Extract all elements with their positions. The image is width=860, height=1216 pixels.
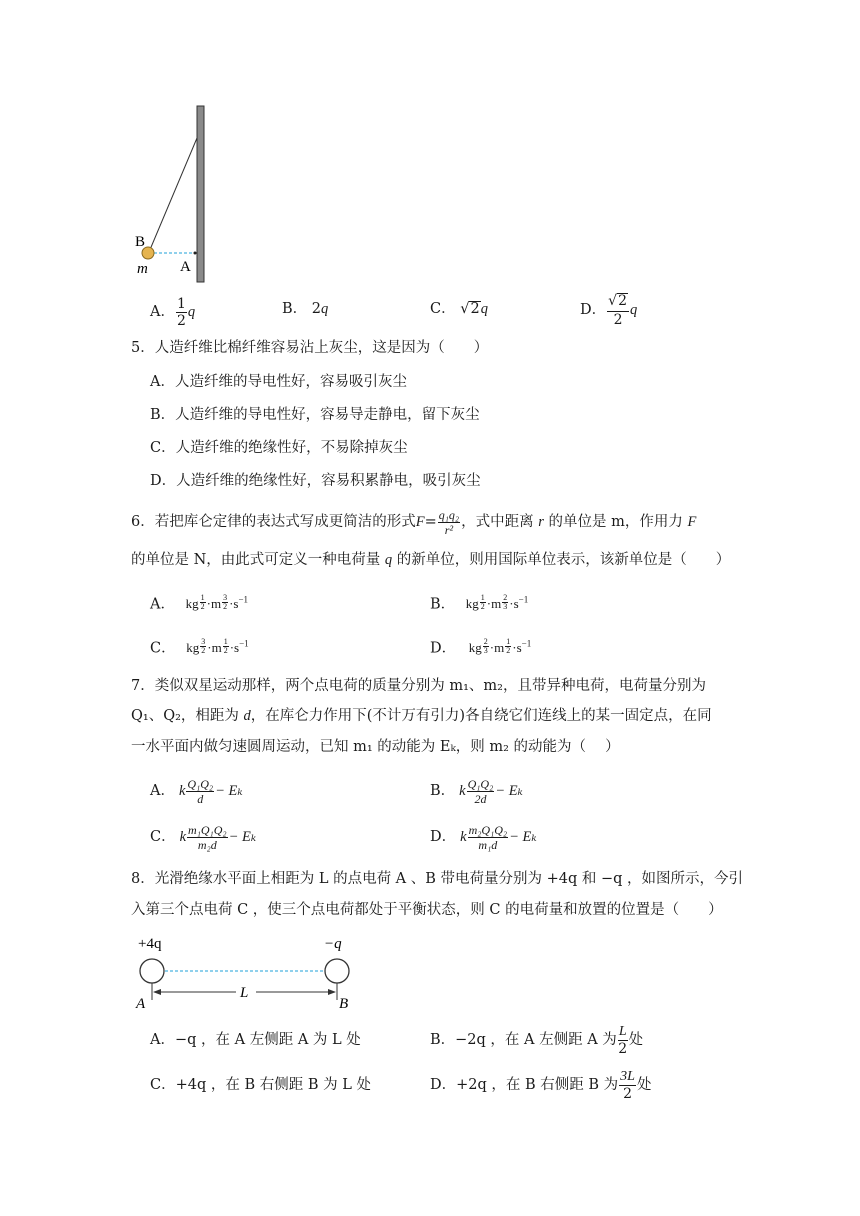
q5-option-d[interactable]: D．人造纤维的绝缘性好，容易积累静电，吸引灰尘 xyxy=(150,473,481,489)
symbol-q: q xyxy=(480,301,488,317)
label-a: A xyxy=(180,259,191,275)
q7-line1: 7．类似双星运动那样，两个点电荷的质量分别为 m₁、m₂，且带异种电荷，电荷量分别为 xyxy=(131,678,706,694)
label-b: B xyxy=(135,234,146,250)
fraction: $\frac{\text{m₂Q₁Q₂}}{\text{m₁d}}$ xyxy=(468,822,508,852)
q8-line1: 8．光滑绝缘水平面上相距为 L 的点电荷 A 、B 带电荷量分别为 +4q 和 −q ，如图所示，今引 xyxy=(131,871,744,887)
arrow-left-head xyxy=(153,989,161,995)
option-letter: B． xyxy=(282,301,308,317)
charge-a-circle xyxy=(140,959,164,983)
charge-a-label: +4q xyxy=(138,936,162,952)
q7-line3: 一水平面内做匀速圆周运动，已知 m₁ 的动能为 Eₖ，则 m₂ 的动能为（ ） xyxy=(131,739,620,755)
q6-line2: 的单位是 N，由此式可定义一种电荷量 q 的新单位，则用国际单位表示，该新单位是（ ） xyxy=(131,552,731,568)
q4-option-d[interactable] xyxy=(580,290,637,330)
q8-line2: 入第三个点电荷 C ，使三个点电荷都处于平衡状态，则 C 的电荷量和放置的位置是（ ） xyxy=(131,902,723,918)
coulomb-fraction: $\frac{\text{q₁q₂}}{\text{r²}}$ xyxy=(438,507,460,537)
fraction: $\frac{\text{m₁Q₁Q₂}}{\text{m₂d}}$ xyxy=(188,822,227,852)
q6-option-d[interactable]: D． kg $\frac{2}{3}$ ·m $\frac{1}{2}$ $\cdot s^{-1}$ xyxy=(430,637,532,657)
q5-option-a[interactable]: A．人造纤维的导电性好，容易吸引灰尘 xyxy=(150,374,407,390)
sqrt-sign: √ xyxy=(460,301,470,317)
q5-stem: 5．人造纤维比棉纤维容易沾上灰尘，这是因为（ ） xyxy=(131,340,489,356)
fraction: $\frac{L}{2}$ xyxy=(618,1023,628,1057)
coef: 2 xyxy=(311,301,321,317)
symbol-q: q xyxy=(187,304,196,320)
charge-b-circle xyxy=(325,959,349,983)
option-letter: D． xyxy=(580,302,607,318)
point-b-label: B xyxy=(339,996,349,1010)
arrow-right-head xyxy=(328,989,336,995)
fraction: $\frac{\text{Q₁Q₂}}{d}$ xyxy=(187,776,214,806)
wall-plate xyxy=(197,106,204,282)
q6-line1: 6．若把库仑定律的表达式写成更简洁的形式 F = $\frac{\text{q₁q₂}}{\text{r²}}$ ，式中距离 r 的单位是 m，作用力 F xyxy=(131,507,697,537)
q5-option-c[interactable]: C．人造纤维的绝缘性好，不易除掉灰尘 xyxy=(150,440,408,456)
q7-option-b[interactable]: B． k $\frac{\text{Q₁Q₂}}{2d}$ − Eₖ xyxy=(430,776,523,806)
q7-option-d[interactable]: D． k $\frac{\text{m₂Q₁Q₂}}{\text{m₁d}}$ − Eₖ xyxy=(430,822,537,852)
q5-option-b[interactable]: B．人造纤维的导电性好，容易导走静电，留下灰尘 xyxy=(150,407,480,423)
q6-option-c[interactable]: C． kg $\frac{3}{2}$ ·m $\frac{1}{2}$ $\cdot s^{-1}$ xyxy=(150,637,249,657)
q6-option-b[interactable]: B． kg $\frac{1}{2}$ ·m $\frac{2}{3}$ $\cdot s^{-1}$ xyxy=(430,593,529,613)
q7-option-a[interactable]: A． k $\frac{\text{Q₁Q₂}}{d}$ − Eₖ xyxy=(150,776,243,806)
point-a-dot xyxy=(194,252,197,255)
q8-option-a[interactable]: A．−q ，在 A 左侧距 A 为 L 处 xyxy=(150,1032,361,1048)
string-line xyxy=(149,138,197,252)
fraction: $\frac{√2}{2}$ xyxy=(608,293,627,328)
symbol-q: q xyxy=(629,302,638,318)
charge-b-label: −q xyxy=(324,936,342,952)
q6-option-a[interactable]: A． kg $\frac{1}{2}$ ·m $\frac{3}{2}$ $\cdot s^{-1}$ xyxy=(150,593,249,613)
q8-option-c[interactable]: C．+4q ，在 B 右侧距 B 为 L 处 xyxy=(150,1077,371,1093)
figure-pendulum xyxy=(125,100,220,285)
distance-label: L xyxy=(240,985,249,1001)
fraction: $\frac{1}{2}$ xyxy=(176,295,186,329)
q7-option-c[interactable]: C． k $\frac{\text{m₁Q₁Q₂}}{\text{m₂d}}$ − Eₖ xyxy=(150,822,257,852)
option-letter: A． xyxy=(150,304,175,320)
q4-option-b[interactable] xyxy=(282,299,328,319)
fraction: $\frac{3L}{2}$ xyxy=(620,1068,635,1102)
q8-option-d[interactable]: D． +2q ，在 B 右侧距 B 为 $\frac{3L}{2}$ 处 xyxy=(430,1068,652,1102)
point-a-label: A xyxy=(136,996,146,1010)
label-m: m xyxy=(137,261,148,277)
figure-two-charges xyxy=(128,928,368,1010)
q7-line2: Q₁、Q₂，相距为 d，在库仑力作用下(不计万有引力)各自绕它们连线上的某一固定点，在同 xyxy=(131,708,712,724)
fraction: $\frac{\text{Q₁Q₂}}{2d}$ xyxy=(467,776,494,806)
q4-option-a[interactable] xyxy=(150,294,195,330)
symbol-q: q xyxy=(321,301,329,317)
q8-option-b[interactable]: B． −2q ，在 A 左侧距 A 为 $\frac{L}{2}$ 处 xyxy=(430,1023,644,1057)
option-letter: C． xyxy=(430,301,456,317)
q4-option-c[interactable] xyxy=(430,299,488,319)
radicand: 2 xyxy=(470,301,480,317)
